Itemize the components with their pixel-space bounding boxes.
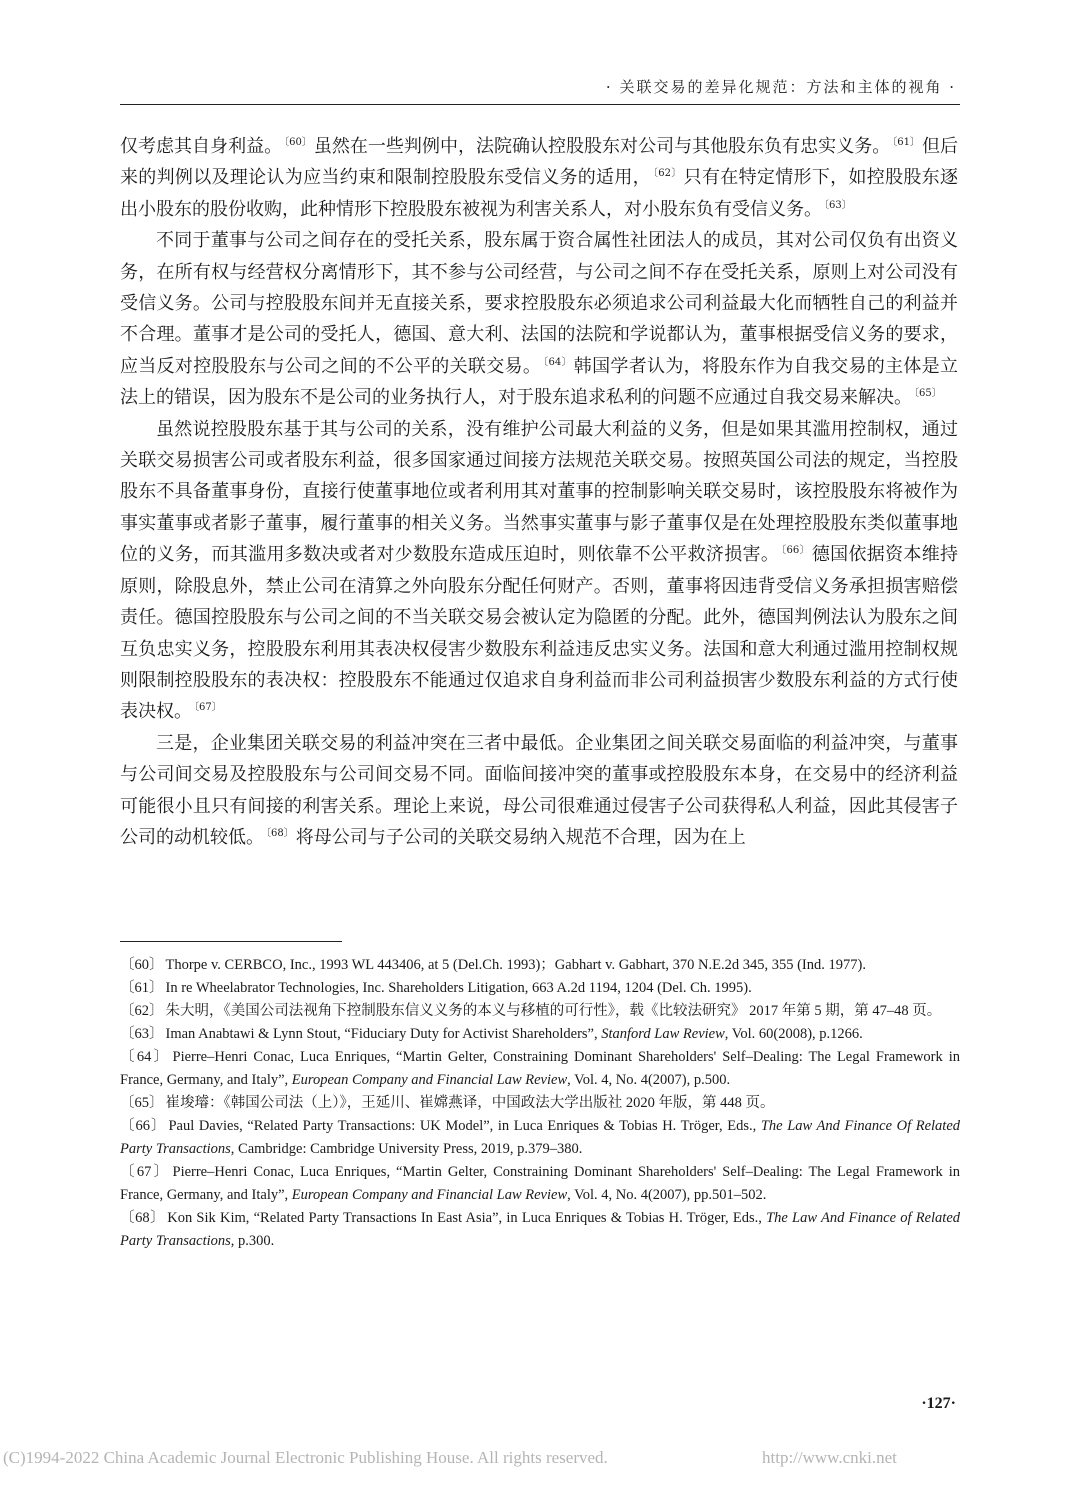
footnote-rule xyxy=(120,941,342,942)
footnote-italic-title: European Company and Financial Law Review xyxy=(291,1187,568,1203)
footnote-italic-title: Stanford Law Review xyxy=(601,1026,725,1042)
footnote-text: 崔埈璿：《韩国公司法（上）》，王延川、崔嫦燕译，中国政法大学出版社 2020 年版，第 448 页。 xyxy=(165,1095,775,1111)
footnote-number: 〔60〕 xyxy=(120,957,164,973)
footnote xyxy=(120,954,960,977)
footnote-ref: 〔60〕 xyxy=(284,137,312,148)
footnote-ref: 〔62〕 xyxy=(653,168,682,180)
footnote-text: , Cambridge: Cambridge University Press, 2019, p.379–380. xyxy=(230,1141,583,1157)
footnote-number: 〔62〕 xyxy=(120,1003,164,1019)
paragraph-text: 不同于董事与公司之间存在的受托关系，股东属于资合属性社团法人的成员，其对公司仅负有出资义务，在所有权与经营权分离情形下，其不参与公司经营，与公司之间不存在受托关系，原则上对公司没有受信义务。公司与控股股东间并无直接关系，要求控股股东必须追求公司利益最大化而牺牲自己的利益并不合理。董事才是公司的受托人，德国、意大利、法国的法院和学说都认为，董事根据受信义务的要求，应当反对控股股东与公司之间的不公平的关联交易。 xyxy=(120,230,958,377)
footnote-number: 〔64〕 xyxy=(120,1049,171,1065)
paragraph xyxy=(120,414,958,728)
paragraph-text: 将母公司与子公司的关联交易纳入规范不合理，因为在上 xyxy=(295,826,746,848)
footnote-text: In re Wheelabrator Technologies, Inc. Shareholders Litigation, 663 A.2d 1194, 1204 (Del. Ch. 1995). xyxy=(165,980,752,996)
footnote-italic-title: The Law And Finance of Related Party Transactions xyxy=(120,1210,961,1249)
running-head: · 关联交易的差异化规范：方法和主体的视角 · xyxy=(605,78,956,96)
footnote-text: Iman Anabtawi & Lynn Stout, “Fiduciary Duty for Activist Shareholders”, xyxy=(165,1026,602,1042)
footnote-number: 〔66〕 xyxy=(120,1118,167,1134)
paragraph xyxy=(120,225,958,413)
footnote-number: 〔61〕 xyxy=(120,980,164,996)
footnote-text: 朱大明，《美国公司法视角下控制股东信义义务的本义与移植的可行性》，载《比较法研究》 2017 年第 5 期，第 47–48 页。 xyxy=(165,1003,942,1019)
body-text xyxy=(120,131,958,853)
paragraph-text: 三是，企业集团关联交易的利益冲突在三者中最低。企业集团之间关联交易面临的利益冲突，与董事与公司间交易及控股股东与公司间交易不同。面临间接冲突的董事或控股股东本身，在交易中的经济利益可能很小且只有间接的利害关系。理论上来说，母公司很难通过侵害子公司获得私人利益，因此其侵害子公司的动机较低。 xyxy=(120,732,958,848)
footnote xyxy=(120,1207,960,1253)
paragraph-text: 虽然说控股股东基于其与公司的关系，没有维护公司最大利益的义务，但是如果其滥用控制权，通过关联交易损害公司或者股东利益，很多国家通过间接方法规范关联交易。按照英国公司法的规定，当控股股东不具备董事身份，直接行使董事地位或者利用其对董事的控制影响关联交易时，该控股股东将被作为事实董事或者影子董事，履行董事的相关义务。当然事实董事与影子董事仅是在处理控股股东类似董事地位的义务，而其滥用多数决或者对少数股东造成压迫时，则依靠不公平救济损害。 xyxy=(120,418,958,566)
paragraph xyxy=(120,131,958,225)
footnote-text: , p.300. xyxy=(230,1233,275,1249)
footnote-number: 〔67〕 xyxy=(120,1164,171,1180)
footnote-number: 〔68〕 xyxy=(120,1210,166,1226)
footnote-number: 〔63〕 xyxy=(120,1026,164,1042)
footnote xyxy=(120,977,960,1000)
footnote xyxy=(120,1046,960,1092)
footnote-ref: 〔61〕 xyxy=(892,137,920,148)
footnote xyxy=(120,1092,960,1115)
footnote-ref: 〔68〕 xyxy=(266,827,294,839)
footnote-ref: 〔64〕 xyxy=(543,356,572,368)
paragraph-text: 但后来的判例以及理论认为应当约束和限制控股股东受信义务的适用， xyxy=(120,136,959,189)
footnote-italic-title: European Company and Financial Law Review xyxy=(291,1072,568,1088)
footnote-text: , Vol. 4, No. 4(2007), p.500. xyxy=(567,1072,731,1088)
paragraph-text: 德国依据资本维持原则，除股息外，禁止公司在清算之外向股东分配任何财产。否则，董事将因违背受信义务承担损害赔偿责任。德国控股股东与公司之间的不当关联交易会被认定为隐匿的分配。此外，德国判例法认为股东之间互负忠实义务，控股股东利用其表决权侵害少数股东利益违反忠实义务。法国和意大利通过滥用控制权规则限制控股股东的表决权：控股股东不能通过仅追求自身利益而非公司利益损害少数股东利益的方式行使表决权。 xyxy=(120,544,958,723)
footnote xyxy=(120,1000,960,1023)
footnote-italic-title: The Law And Finance Of Related Party Transactions xyxy=(120,1118,961,1157)
footnote-number: 〔65〕 xyxy=(120,1095,164,1111)
paragraph-text: 仅考虑其自身利益。 xyxy=(120,136,283,157)
footnote xyxy=(120,1161,960,1207)
footnote-ref: 〔66〕 xyxy=(781,545,810,557)
footnotes xyxy=(120,954,960,1253)
footnote-text: , Vol. 60(2008), p.1266. xyxy=(724,1026,863,1042)
paragraph-text: 韩国学者认为，将股东作为自我交易的主体是立法上的错误，因为股东不是公司的业务执行人，对于股东追求私利的问题不应通过自我交易来解决。 xyxy=(120,355,958,409)
page-number: ·127· xyxy=(921,1395,956,1412)
footnote-text: Paul Davies, “Related Party Transactions: UK Model”, in Luca Enriques & Tobias H. Tröger, Eds., xyxy=(168,1118,761,1134)
footnote-ref: 〔65〕 xyxy=(914,388,942,400)
paragraph xyxy=(120,728,958,854)
footnote xyxy=(120,1115,960,1161)
footnote-text: , Vol. 4, No. 4(2007), pp.501–502. xyxy=(567,1187,767,1203)
footnote-ref: 〔67〕 xyxy=(194,702,222,714)
footnote-text: Thorpe v. CERBCO, Inc., 1993 WL 443406, at 5 (Del.Ch. 1993)；Gabhart v. Gabhart, 370 N.E.2d 345, 355 (Ind. 1977). xyxy=(165,957,866,973)
paragraph-text: 虽然在一些判例中，法院确认控股股东对公司与其他股东负有忠实义务。 xyxy=(313,136,891,157)
footnote xyxy=(120,1023,960,1046)
header-rule xyxy=(120,104,960,105)
paragraph-text: 只有在特定情形下，如控股股东逐出小股东的股份收购，此种情形下控股股东被视为利害关系人，对小股东负有受信义务。 xyxy=(120,167,958,220)
copyright-url: http://www.cnki.net xyxy=(762,1448,897,1467)
footnote-text: Pierre–Henri Conac, Luca Enriques, “Martin Gelter, Constraining Dominant Shareholders' Self–Dealing: The Legal Framework in France, Germany, and Italy”, xyxy=(120,1049,960,1088)
footnote-text: Kon Sik Kim, “Related Party Transactions In East Asia”, in Luca Enriques & Tobias H. Tröger, Eds., xyxy=(167,1210,767,1226)
footnote-text: Pierre–Henri Conac, Luca Enriques, “Martin Gelter, Constraining Dominant Shareholders' Self–Dealing: The Legal Framework in France, Germany, and Italy”, xyxy=(120,1164,960,1203)
copyright-notice: (C)1994-2022 China Academic Journal Electronic Publishing House. All rights reserved. xyxy=(3,1448,608,1467)
footnote-ref: 〔63〕 xyxy=(824,199,852,211)
